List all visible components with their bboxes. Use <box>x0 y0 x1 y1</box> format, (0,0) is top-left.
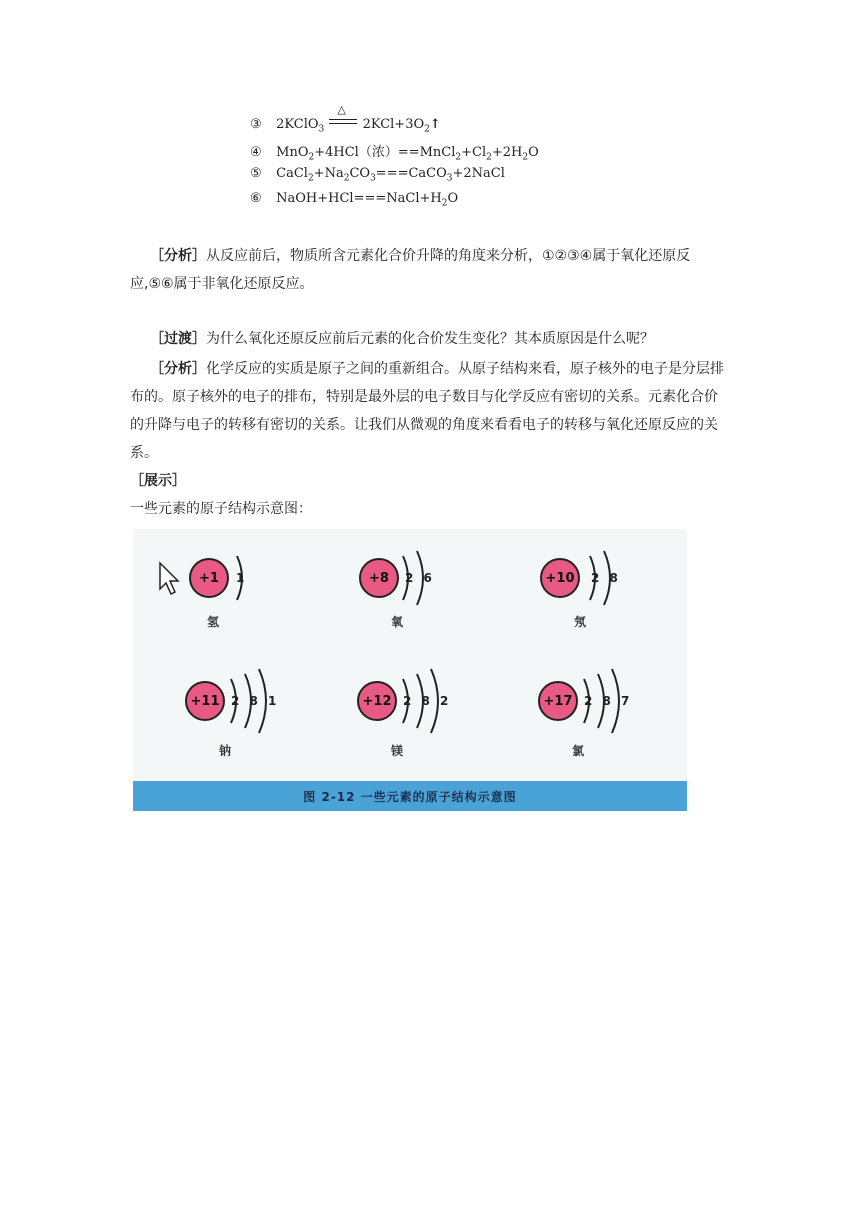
analysis-paragraph-1 <box>130 242 730 298</box>
element-name-magnesium: 镁 <box>391 744 404 758</box>
electron-count-magnesium: 2 8 2 <box>403 694 452 708</box>
equation-rhs: 2KCl+3O <box>362 117 425 132</box>
element-name-hydrogen: 氢 <box>207 615 220 629</box>
electron-count-sodium: 2 8 1 <box>231 694 280 708</box>
electron-count-neon: 2 8 <box>591 571 621 585</box>
element-name-chlorine: 氯 <box>572 744 585 758</box>
equation-number: ③ <box>250 117 262 132</box>
display-heading <box>130 467 730 495</box>
subscript: 2 <box>455 152 462 163</box>
equation-text: O <box>447 191 459 206</box>
nucleus-neon: +10 <box>540 558 580 598</box>
equation-text: CaCl <box>276 166 308 181</box>
subscript: 3 <box>446 173 453 184</box>
analysis-paragraph-2 <box>130 355 730 467</box>
display-intro <box>130 495 730 523</box>
equation-lhs: 2KClO <box>276 117 319 132</box>
subscript: 3 <box>370 173 376 184</box>
equation-text: CO <box>349 166 371 181</box>
atom-structure-figure <box>133 529 687 811</box>
mouse-cursor-icon <box>160 563 178 594</box>
subscript: 2 <box>441 198 448 209</box>
equation-text: +Cl <box>461 145 487 160</box>
gas-arrow-icon: ↑ <box>429 117 441 132</box>
nucleus-oxygen: +8 <box>359 558 399 598</box>
electron-count-chlorine: 2 8 7 <box>584 694 633 708</box>
equation-5 <box>250 166 505 184</box>
equation-number: ⑥ <box>250 191 262 206</box>
subscript: 2 <box>424 124 430 135</box>
element-name-neon: 氖 <box>574 615 587 629</box>
equation-text: O <box>528 145 539 160</box>
equation-text: NaOH+HCl===NaCl+H <box>276 191 442 206</box>
equation-text: +Na <box>313 166 344 181</box>
figure-caption-bar <box>133 781 687 811</box>
subscript: 3 <box>318 124 325 135</box>
nucleus-magnesium: +12 <box>357 681 397 721</box>
transition-text: 为什么氧化还原反应前后元素的化合价发生变化？其本质原因是什么呢？ <box>206 331 654 347</box>
equation-number: ⑤ <box>250 166 262 181</box>
subscript: 2 <box>486 152 492 163</box>
nucleus-sodium: +11 <box>185 681 225 721</box>
electron-count-hydrogen: 1 <box>236 571 248 585</box>
element-name-sodium: 钠 <box>219 744 232 758</box>
nucleus-hydrogen: +1 <box>189 558 229 598</box>
subscript: 2 <box>522 152 529 163</box>
analysis-tag: ［分析］ <box>150 248 206 264</box>
equation-text: +4HCl（浓）==MnCl <box>314 145 456 160</box>
equation-6 <box>250 191 458 209</box>
figure-caption: 图 2-12 一些元素的原子结构示意图 <box>303 790 517 804</box>
equation-text: ===CaCO <box>375 166 447 181</box>
equation-3 <box>250 103 441 135</box>
transition-paragraph <box>130 325 730 353</box>
electron-count-oxygen: 2 6 <box>405 571 435 585</box>
subscript: 2 <box>308 152 315 163</box>
subscript: 2 <box>343 173 350 184</box>
element-name-oxygen: 氧 <box>391 615 404 629</box>
equation-number: ④ <box>250 145 262 160</box>
analysis-tag: ［分析］ <box>150 361 206 377</box>
heat-condition-sign <box>328 103 358 130</box>
equation-text: +2H <box>491 145 523 160</box>
analysis-text: 化学反应的实质是原子之间的重新组合。从原子结构来看，原子核外的电子是分层排布的。原子核外的电子的排布，特别是最外层的电子数目与化学反应有密切的关系。元素化合价的升降与电子的转移有密切的关系。让我们从微观的角度来看看电子的转移与氧化还原反应的关系。 <box>130 361 724 461</box>
equation-text: +2NaCl <box>452 166 505 181</box>
subscript: 2 <box>307 173 314 184</box>
analysis-text: 从反应前后，物质所含元素化合价升降的角度来分析，①②③④属于氧化还原反应,⑤⑥属于非氧化还原反应。 <box>130 248 691 292</box>
transition-tag: ［过渡］ <box>150 331 206 347</box>
nucleus-chlorine: +17 <box>538 681 578 721</box>
display-tag: ［展示］ <box>130 473 186 489</box>
display-intro-text: 一些元素的原子结构示意图： <box>130 501 312 517</box>
equation-4 <box>250 141 539 163</box>
delta-icon: △ <box>337 103 346 116</box>
equation-text: MnO <box>276 145 309 160</box>
